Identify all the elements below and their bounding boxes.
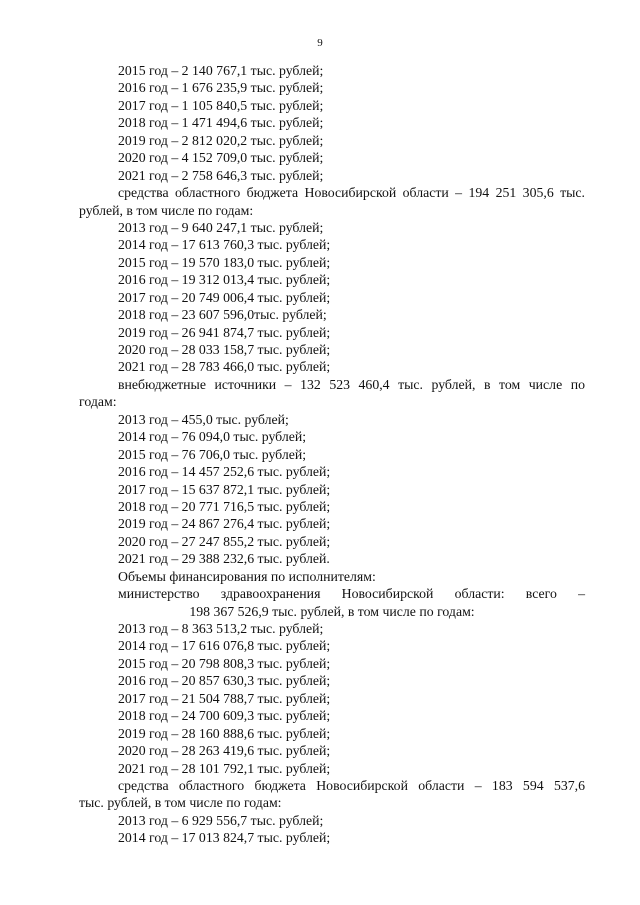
text-line: 2018 год – 23 607 596,0тыс. рублей; — [118, 307, 327, 323]
text-line: тыс. рублей, в том числе по годам: — [79, 795, 282, 811]
text-line: 2021 год – 28 101 792,1 тыс. рублей; — [118, 760, 331, 776]
text-line: 2013 год – 8 363 513,2 тыс. рублей; — [118, 621, 324, 636]
text-line: 2018 год – 24 700 609,3 тыс. рублей; — [118, 708, 331, 724]
text-line: 2019 год – 28 160 888,6 тыс. рублей; — [118, 725, 331, 741]
text-line: 2018 год – 20 771 716,5 тыс. рублей; — [118, 498, 331, 514]
text-line: 2021 год – 29 388 232,6 тыс. рублей. — [118, 551, 330, 567]
text-line: Объемы финансирования по исполнителям: — [118, 568, 376, 584]
text-line: 2021 год – 28 783 466,0 тыс. рублей; — [118, 359, 331, 375]
text-line: 2017 год – 1 105 840,5 тыс. рублей; — [118, 97, 324, 113]
text-line: 198 367 526,9 тыс. рублей, в том числе по годам: — [189, 603, 475, 619]
text-line: 2017 год – 21 504 788,7 тыс. рублей; — [118, 690, 331, 706]
text-line: 2014 год – 76 094,0 тыс. рублей; — [118, 429, 307, 445]
text-line: 2017 год – 20 749 006,4 тыс. рублей; — [118, 289, 331, 305]
text-line: 2020 год – 27 247 855,2 тыс. рублей; — [118, 533, 331, 549]
text-line: 2013 год – 6 929 556,7 тыс. рублей; — [118, 812, 324, 828]
text-line: 2020 год – 4 152 709,0 тыс. рублей; — [118, 150, 324, 166]
page-number: 9 — [317, 37, 323, 49]
text-line: 2016 год – 14 457 252,6 тыс. рублей; — [118, 464, 331, 480]
text-line: рублей, в том числе по годам: — [79, 202, 254, 218]
text-line: 2014 год – 17 616 076,8 тыс. рублей; — [118, 638, 331, 654]
text-line: 2021 год – 2 758 646,3 тыс. рублей; — [118, 167, 324, 183]
text-line: 2015 год – 20 798 808,3 тыс. рублей; — [118, 655, 331, 671]
text-line: 2020 год – 28 263 419,6 тыс. рублей; — [118, 743, 331, 759]
text-line: 2019 год – 24 867 276,4 тыс. рублей; — [118, 516, 331, 532]
text-line: 2019 год – 2 812 020,2 тыс. рублей; — [118, 132, 324, 148]
document-body — [79, 62, 585, 847]
text-line: 2013 год – 9 640 247,1 тыс. рублей; — [118, 219, 324, 235]
text-line: 2018 год – 1 471 494,6 тыс. рублей; — [118, 115, 324, 131]
text-line: 2015 год – 19 570 183,0 тыс. рублей; — [118, 254, 331, 270]
text-line: 2016 год – 19 312 013,4 тыс. рублей; — [118, 272, 331, 288]
text-line: 2020 год – 28 033 158,7 тыс. рублей; — [118, 342, 331, 357]
text-line: 2015 год – 2 140 767,1 тыс. рублей; — [118, 63, 324, 78]
text-line: министерство здравоохранения Новосибирской области: всего – — [118, 586, 585, 602]
text-line: 2017 год – 15 637 872,1 тыс. рублей; — [118, 481, 331, 497]
text-line: средства областного бюджета Новосибирской области – 183 594 537,6 — [118, 777, 585, 793]
text-line: 2013 год – 455,0 тыс. рублей; — [118, 411, 289, 427]
text-line: внебюджетные источники – 132 523 460,4 тыс. рублей, в том числе по — [118, 376, 585, 392]
text-line: 2014 год – 17 613 760,3 тыс. рублей; — [118, 237, 331, 253]
text-line: 2016 год – 1 676 235,9 тыс. рублей; — [118, 80, 324, 96]
text-line: годам: — [79, 394, 117, 410]
text-line: 2016 год – 20 857 630,3 тыс. рублей; — [118, 673, 331, 689]
text-line: 2015 год – 76 706,0 тыс. рублей; — [118, 446, 307, 462]
text-line: 2014 год – 17 013 824,7 тыс. рублей; — [118, 830, 331, 846]
text-line: средства областного бюджета Новосибирской области – 194 251 305,6 тыс. — [118, 185, 585, 201]
text-line: 2019 год – 26 941 874,7 тыс. рублей; — [118, 324, 331, 340]
